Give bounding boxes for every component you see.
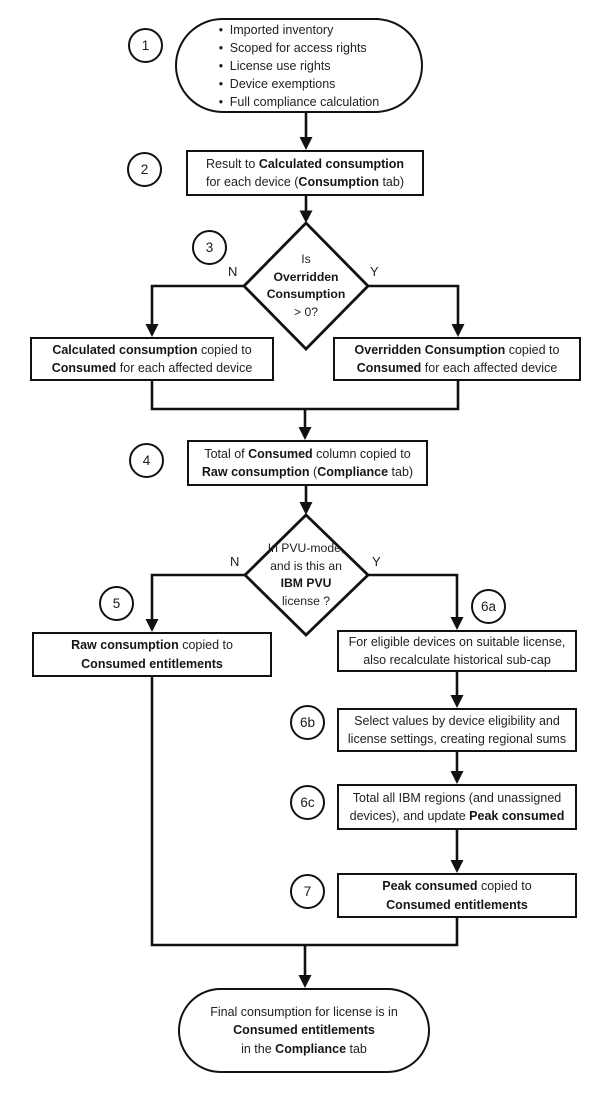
node-total-regions: [337, 784, 577, 830]
arrowhead-step7: [451, 771, 464, 784]
bullet-item: [219, 75, 336, 93]
arrowhead-step5: [146, 619, 159, 632]
decision-text-line: Is: [301, 252, 311, 266]
arrowhead-step6c: [451, 860, 464, 873]
step-circle-6c: [290, 785, 325, 820]
decision-text-line: and is this an: [270, 558, 342, 573]
node-select-values: [337, 708, 577, 752]
step-circle-4: [129, 443, 164, 478]
node-text-line: Final consumption for license is in: [210, 1004, 398, 1019]
node-start-terminator: [175, 18, 423, 113]
bullet-item: [219, 39, 367, 57]
node-text-line: also recalculate historical sub-cap: [363, 653, 551, 667]
step-circle-6a: [471, 589, 506, 624]
step-circle-5-label: 5: [112, 596, 121, 611]
node-text-line: license settings, creating regional sums: [347, 732, 567, 746]
step-circle-2: [127, 152, 162, 187]
step-circle-6b-label: 6b: [299, 715, 316, 730]
arrowhead-step6b: [451, 695, 464, 708]
arrowhead-decision-pvu: [300, 502, 313, 515]
step-circle-3-label: 3: [205, 240, 214, 255]
step-circle-3: [192, 230, 227, 265]
node-text-line: Total of Consumed column copied to: [204, 446, 411, 461]
start-bullet-list: [219, 21, 379, 111]
node-text-line: Raw consumption copied to: [71, 638, 233, 652]
branch-label-yes-3: Y: [370, 264, 379, 279]
bullet-item: [219, 93, 379, 111]
bullet-text: Scoped for access rights: [229, 40, 367, 55]
step-circle-6a-label: 6a: [480, 599, 497, 614]
node-calc-copied: [30, 337, 274, 381]
step-circle-4-label: 4: [142, 453, 151, 468]
node-text-line: Select values by device eligibility and: [354, 713, 560, 728]
bullet-text: License use rights: [229, 58, 331, 73]
node-text-line: Peak consumed copied to: [382, 879, 532, 893]
node-end-terminator: [178, 988, 430, 1073]
merge-line-step4: [152, 381, 458, 409]
branch-yes-decision3: [368, 286, 458, 325]
bullet-icon: •: [218, 22, 224, 37]
node-text-line: in the Compliance tab: [241, 1041, 367, 1056]
node-text-line: Consumed entitlements: [81, 656, 223, 671]
step-circle-7: [290, 874, 325, 909]
node-text-line: devices), and update Peak consumed: [349, 809, 565, 823]
bullet-item: [219, 57, 331, 75]
node-text-line: Calculated consumption copied to: [52, 342, 252, 357]
branch-no-decision3: [152, 286, 244, 325]
bullet-icon: •: [218, 76, 224, 91]
step-circle-7-label: 7: [303, 884, 312, 899]
node-text-line: Consumed for each affected device: [51, 361, 253, 375]
node-calculated-consumption: [186, 150, 424, 196]
node-text-line: Total all IBM regions (and unassigned: [352, 790, 562, 805]
decision-text-line: Consumption: [266, 287, 346, 301]
node-text-line: Consumed entitlements: [233, 1023, 375, 1038]
branch-label-yes-pvu: Y: [372, 554, 381, 569]
bullet-text: Full compliance calculation: [229, 94, 380, 109]
decision-text-line: IBM PVU: [280, 576, 332, 590]
node-text-line: for each device (Consumption tab): [206, 175, 404, 189]
arrowhead-end: [299, 975, 312, 988]
node-text-line: Consumed entitlements: [386, 897, 528, 912]
arrowhead-calc-copied: [146, 324, 159, 337]
arrowhead-step4: [299, 427, 312, 440]
node-text-line: Consumed for each affected device: [356, 361, 558, 375]
step-circle-5: [99, 586, 134, 621]
step-circle-6c-label: 6c: [300, 795, 315, 810]
node-peak-copied: [337, 873, 577, 918]
node-text-line: For eligible devices on suitable license,: [348, 634, 566, 649]
step-circle-1-label: 1: [141, 38, 150, 53]
node-overridden-copied: [333, 337, 581, 381]
bullet-text: Device exemptions: [229, 76, 336, 91]
step-circle-6b: [290, 705, 325, 740]
branch-label-no-3: N: [228, 264, 238, 279]
node-text-line: Raw consumption (Compliance tab): [201, 465, 414, 479]
branch-yes-decision-pvu: [368, 575, 457, 618]
decision-pvu-text: [236, 540, 376, 610]
step-circle-1: [128, 28, 163, 63]
node-text-line: Result to Calculated consumption: [206, 156, 404, 171]
bullet-text: Imported inventory: [229, 22, 334, 37]
branch-no-decision-pvu: [152, 575, 245, 620]
bullet-icon: •: [218, 58, 224, 73]
decision-text-line: Overridden: [273, 269, 339, 284]
bullet-icon: •: [218, 40, 224, 55]
decision-overridden-text: [236, 251, 376, 321]
decision-text-line: > 0?: [293, 304, 319, 319]
node-eligible-devices: [337, 630, 577, 672]
node-raw-consumption-total: [187, 440, 428, 486]
arrowhead-step2: [300, 137, 313, 150]
branch-label-no-pvu: N: [230, 554, 240, 569]
decision-text-line: In PVU-mode,: [267, 541, 345, 555]
decision-text-line: license ?: [281, 593, 331, 608]
step-circle-2-label: 2: [140, 162, 149, 177]
bullet-item: [219, 21, 334, 39]
bullet-icon: •: [218, 94, 224, 109]
node-text-line: Overridden Consumption copied to: [354, 342, 560, 357]
arrowhead-overridden-copied: [452, 324, 465, 337]
arrowhead-step6a: [451, 617, 464, 630]
node-raw-copied: [32, 632, 272, 677]
